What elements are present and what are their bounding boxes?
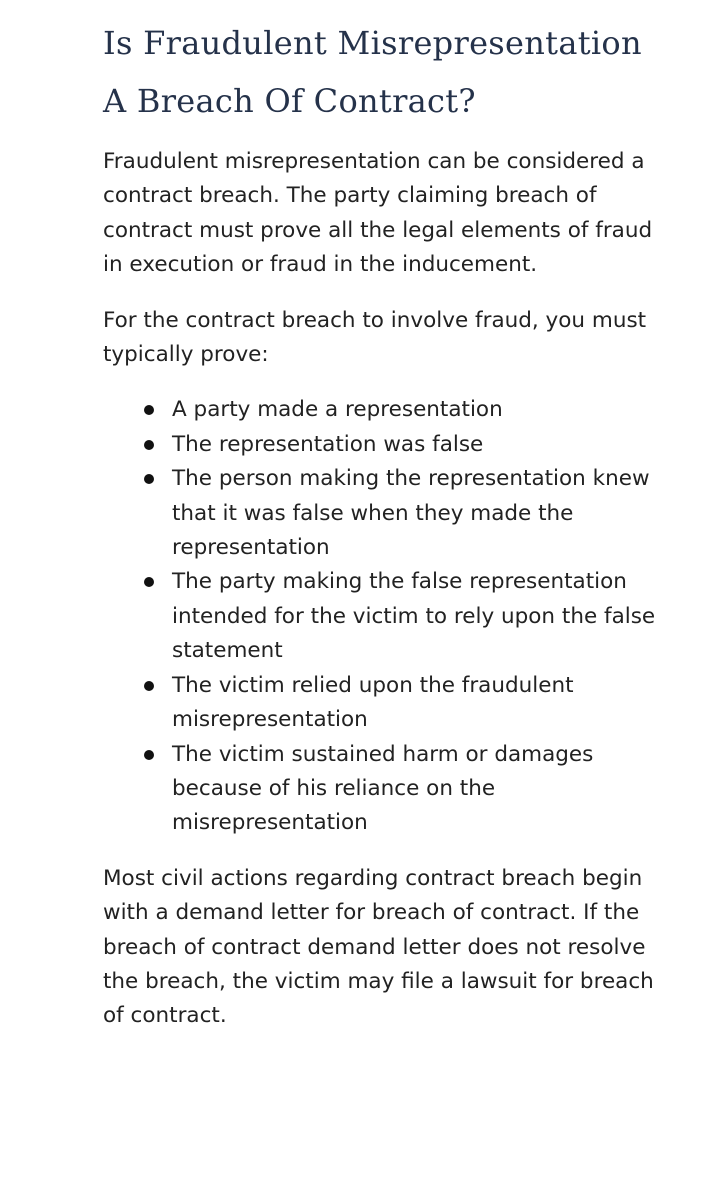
bullet-icon <box>144 681 154 691</box>
list-item <box>172 462 663 565</box>
bullet-icon <box>144 440 154 450</box>
section-heading: Is Fraudulent Misrepresentation A Breach Of Contract? <box>103 24 642 120</box>
list-item <box>172 738 663 841</box>
bullet-icon <box>144 474 154 484</box>
closing-paragraph: Most civil actions regarding contract breach begin with a demand letter for breach of contract. If the breach of contract demand letter does not resolve the breach, the victim may file a lawsuit for breach of contract. <box>103 865 654 1029</box>
bullet-icon <box>144 750 154 760</box>
list-item <box>172 428 663 462</box>
fraud-elements-list <box>103 393 663 840</box>
list-item-text: The victim sustained harm or damages because of his reliance on the misrepresentation <box>172 741 594 836</box>
intro-paragraph: Fraudulent misrepresentation can be considered a contract breach. The party claiming breach of contract must prove all the legal elements of fraud in execution or fraud in the inducement. <box>103 149 653 278</box>
list-item-text: The party making the false representation intended for the victim to rely upon the false statement <box>172 569 656 664</box>
lead-in-paragraph: For the contract breach to involve fraud, you must typically prove: <box>103 307 647 368</box>
list-item-text: The person making the representation knew that it was false when they made the representation <box>172 466 650 561</box>
list-item <box>172 565 663 668</box>
list-item-text: The representation was false <box>172 431 484 457</box>
list-item <box>172 393 663 427</box>
bullet-icon <box>144 405 154 415</box>
list-item <box>172 669 663 738</box>
list-item-text: A party made a representation <box>172 397 503 423</box>
bullet-icon <box>144 577 154 587</box>
list-item-text: The victim relied upon the fraudulent misrepresentation <box>172 672 574 733</box>
article-section <box>103 14 663 1055</box>
